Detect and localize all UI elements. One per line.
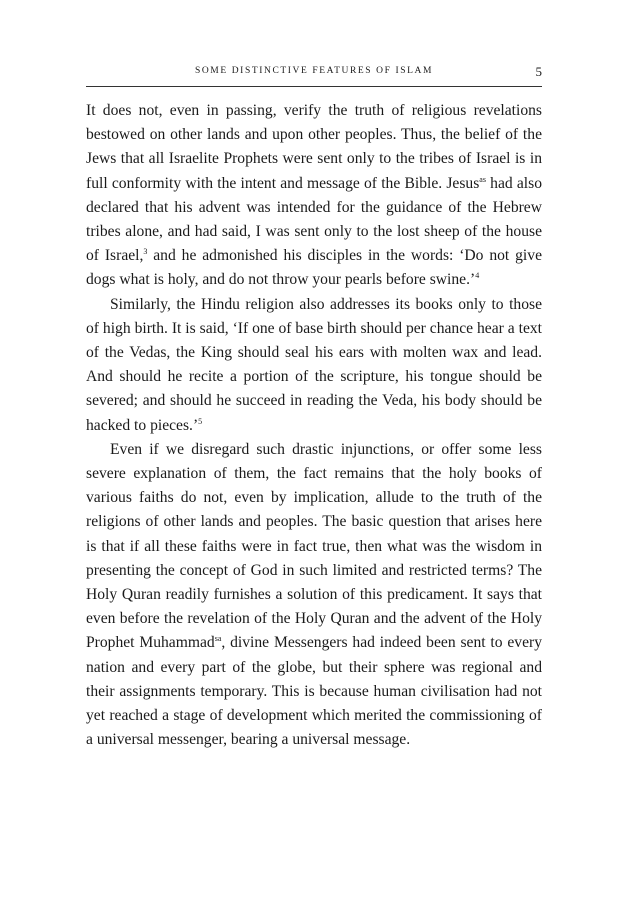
paragraph-1-text-b: had also declared that his advent was intended for the guidance of the Hebrew tribes alone, and had said, I was sent only to the lost sheep of the house of Israel, xyxy=(86,174,542,265)
paragraph-1 xyxy=(86,99,542,293)
superscript-as: as xyxy=(479,174,486,184)
footnote-ref-3: 3 xyxy=(143,247,148,257)
paragraph-1-text-c: and he admonished his disciples in the words: ‘Do not give dogs what is holy, and do not throw your pearls before swine.’ xyxy=(86,247,542,289)
page-number: 5 xyxy=(535,64,542,79)
body-text xyxy=(86,99,542,752)
paragraph-1-text-a: It does not, even in passing, verify the truth of religious revelations bestowed on other lands and upon other peoples. Thus, the belief of the Jews that all Israelite Prophets were sent only to the tribes of Israel is in full conformity with the intent and message of the Bible. Jesus xyxy=(86,102,542,192)
footnote-ref-5: 5 xyxy=(198,416,203,426)
superscript-sa: sa xyxy=(214,634,222,644)
running-header xyxy=(86,64,542,87)
paragraph-2 xyxy=(86,293,542,438)
running-header-title: SOME DISTINCTIVE FEATURES OF ISLAM xyxy=(194,66,434,76)
paragraph-3 xyxy=(86,438,542,753)
paragraph-2-text-a: Similarly, the Hindu religion also addresses its books only to those of high birth. It is said, ‘If one of base birth should per chance hear a text of the Vedas, the King should seal his ears with molten wax and lead. And should he recite a portion of the scripture, his tongue should be severed; and should he succeed in reading the Veda, his body should be hacked to pieces.’ xyxy=(86,295,542,434)
paragraph-3-text-b: , divine Messengers had indeed been sent to every nation and every part of the globe, but their sphere was regional and their assignments temporary. This is because human civilisation had not yet reached a stage of development which merited the commissioning of a universal messenger, bearing a universal message. xyxy=(86,634,543,749)
footnote-ref-4: 4 xyxy=(475,271,480,281)
paragraph-3-text-a: Even if we disregard such drastic injunctions, or offer some less severe explanation of them, the fact remains that the holy books of various faiths do not, even by implication, allude to the truth of the religions of other lands and peoples. The basic question that arises here is that if all these faiths were in fact true, then what was the wisdom in presenting the concept of God in such limited and restricted terms? The Holy Quran readily furnishes a solution of this predicament. It says that even before the revelation of the Holy Quran and the advent of the Holy Prophet Muhammad xyxy=(86,440,542,652)
